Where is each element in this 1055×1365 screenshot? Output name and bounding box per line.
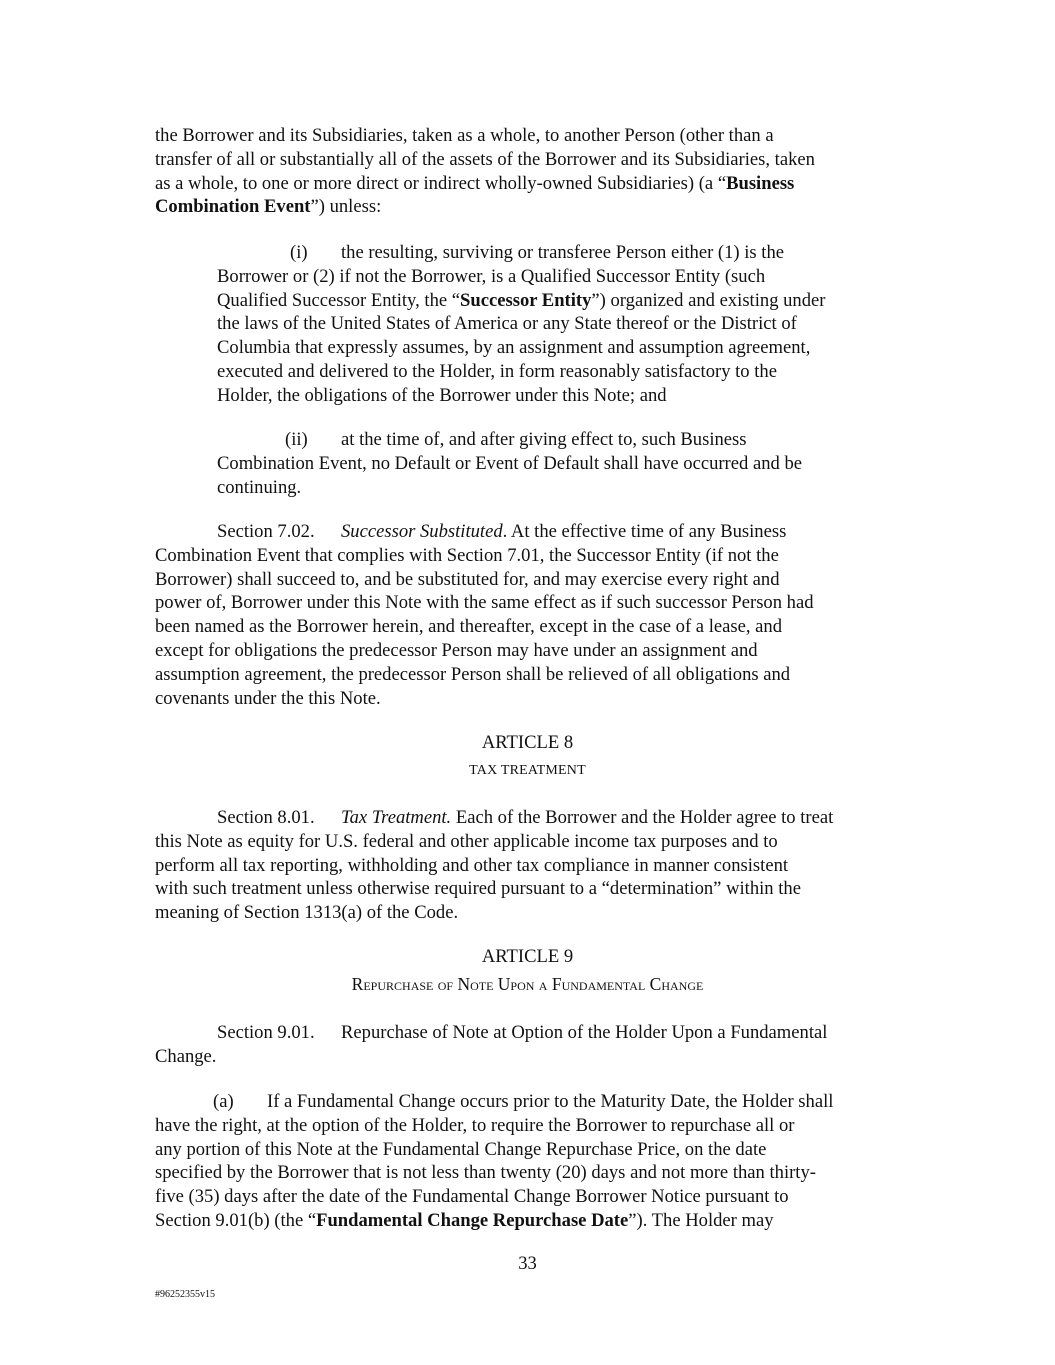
section-line: except for obligations the predecessor Person may have under an assignment and <box>155 639 758 661</box>
section-7-02 <box>155 520 900 710</box>
article-9-heading: ARTICLE 9 <box>481 946 574 967</box>
section-line: meaning of Section 1313(a) of the Code. <box>155 902 459 924</box>
clause-a <box>155 1090 900 1233</box>
section-line: with such treatment unless otherwise required pursuant to a “determination” within the <box>155 878 801 900</box>
defined-term-repurchase-date: Fundamental Change Repurchase Date <box>316 1209 629 1231</box>
section-line: Borrower) shall succeed to, and be substituted for, and may exercise every right and <box>155 568 780 590</box>
section-line: Combination Event that complies with Section 7.01, the Successor Entity (if not the <box>155 544 779 566</box>
section-line: Change. <box>155 1045 217 1067</box>
clause-marker: (ii) <box>285 429 308 450</box>
intro-paragraph <box>155 124 900 219</box>
section-line: perform all tax reporting, withholding and other tax compliance in manner consistent <box>155 854 789 876</box>
section-number: Section 9.01. <box>217 1022 315 1043</box>
section-line: been named as the Borrower herein, and thereafter, except in the case of a lease, and <box>155 616 783 638</box>
clause-marker: (i) <box>290 242 308 263</box>
clause-line: the laws of the United States of America or any State thereof or the District of <box>217 313 797 335</box>
defined-term-combination-event: Combination Event <box>155 196 311 218</box>
intro-line: Combination Event”) unless: <box>155 196 382 218</box>
page-number: 33 <box>518 1253 537 1274</box>
clause-line: Section 9.01(b) (the “Fundamental Change Repurchase Date”). The Holder may <box>155 1209 774 1231</box>
clause-line: Holder, the obligations of the Borrower under this Note; and <box>217 384 667 406</box>
clause-i <box>217 241 900 408</box>
clause-line: Borrower or (2) if not the Borrower, is a Qualified Successor Entity (such <box>217 265 766 287</box>
section-number: Section 7.02. <box>217 521 315 542</box>
section-first-line: Section 7.02. Successor Substituted. At the effective time of any Business <box>217 521 787 542</box>
document-id: #96252355v15 <box>155 1289 215 1300</box>
clause-ii <box>217 428 900 499</box>
intro-line: as a whole, to one or more direct or indirect wholly-owned Subsidiaries) (a “Business <box>155 172 795 194</box>
section-line: power of, Borrower under this Note with the same effect as if such successor Person had <box>155 592 814 614</box>
section-line: assumption agreement, the predecessor Person shall be relieved of all obligations and <box>155 663 791 685</box>
clause-a-first-line: (a) If a Fundamental Change occurs prior to the Maturity Date, the Holder shall <box>213 1091 834 1112</box>
section-9-01 <box>155 1021 900 1069</box>
clause-marker: (a) <box>213 1091 234 1112</box>
clause-line: Columbia that expressly assumes, by an assignment and assumption agreement, <box>217 337 811 359</box>
section-first-line: Section 8.01. Tax Treatment. Each of the Borrower and the Holder agree to treat <box>217 807 834 828</box>
section-line: covenants under the this Note. <box>155 687 381 709</box>
section-8-01 <box>155 806 900 925</box>
section-line: this Note as equity for U.S. federal and other applicable income tax purposes and to <box>155 830 778 852</box>
clause-line: executed and delivered to the Holder, in form reasonably satisfactory to the <box>217 360 777 382</box>
article-8-subheading: TAX TREATMENT <box>469 763 586 778</box>
clause-i-first-line: (i) the resulting, surviving or transferee Person either (1) is the <box>290 242 785 263</box>
section-title: Tax Treatment. <box>341 807 452 828</box>
clause-line: five (35) days after the date of the Fundamental Change Borrower Notice pursuant to <box>155 1186 789 1208</box>
clause-line: any portion of this Note at the Fundamental Change Repurchase Price, on the date <box>155 1138 767 1160</box>
intro-line: the Borrower and its Subsidiaries, taken as a whole, to another Person (other than a <box>155 125 774 146</box>
clause-line: Qualified Successor Entity, the “Successor Entity”) organized and existing under <box>217 289 826 311</box>
section-first-line: Section 9.01. Repurchase of Note at Option of the Holder Upon a Fundamental <box>217 1022 828 1043</box>
defined-term-business: Business <box>726 172 795 194</box>
article-8-heading: ARTICLE 8 <box>481 732 574 753</box>
defined-term-successor-entity: Successor Entity <box>460 289 592 311</box>
section-number: Section 8.01. <box>217 807 315 828</box>
intro-line: transfer of all or substantially all of the assets of the Borrower and its Subsidiaries, taken <box>155 148 815 170</box>
clause-line: Combination Event, no Default or Event of Default shall have occurred and be <box>217 452 802 474</box>
clause-line: continuing. <box>217 476 302 498</box>
clause-line: specified by the Borrower that is not less than twenty (20) days and not more than thirty- <box>155 1162 816 1184</box>
clause-ii-first-line: (ii) at the time of, and after giving effect to, such Business <box>285 429 747 450</box>
article-9-subheading: Repurchase of Note Upon a Fundamental Change <box>351 974 704 994</box>
clause-line: have the right, at the option of the Holder, to require the Borrower to repurchase all or <box>155 1114 795 1136</box>
section-title: Successor Substituted <box>341 521 503 542</box>
